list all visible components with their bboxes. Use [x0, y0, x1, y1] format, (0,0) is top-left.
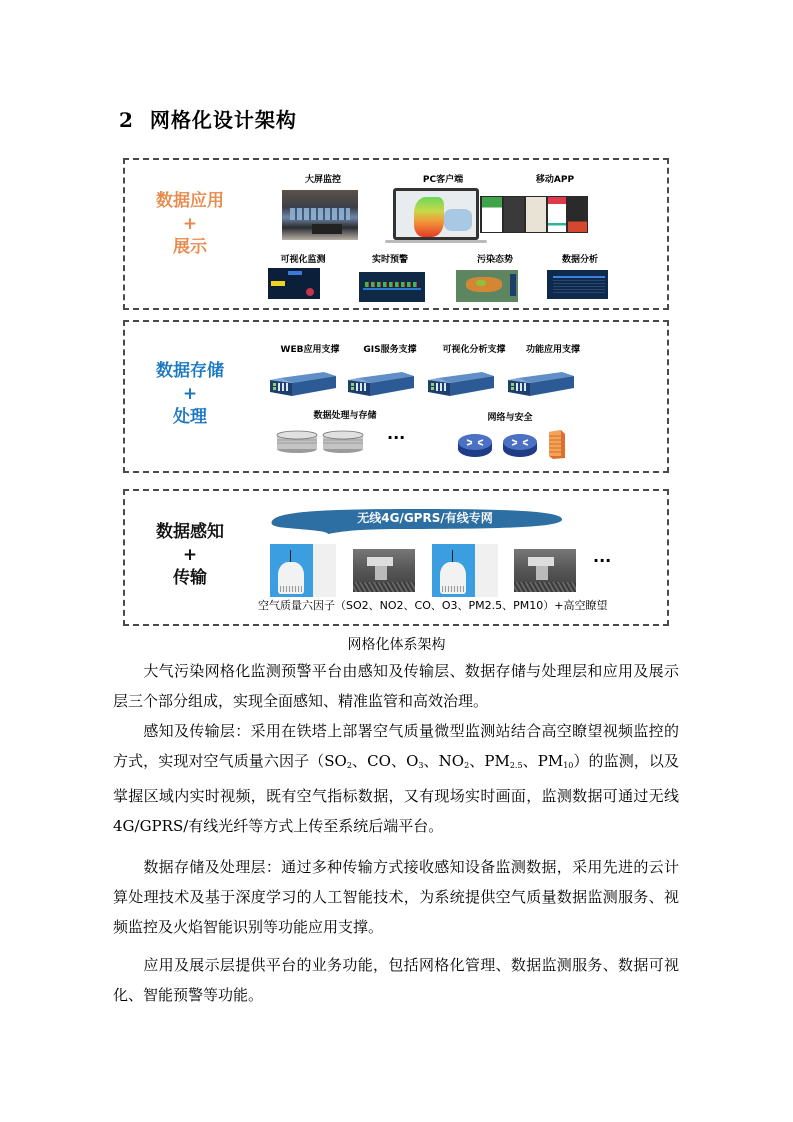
- alert-chart-image: [359, 272, 425, 302]
- subscript: 10: [563, 761, 574, 770]
- server-label: 功能应用支撑: [525, 345, 580, 355]
- high-altitude-camera-image: [514, 549, 576, 592]
- paragraph-application-layer: [113, 950, 679, 1010]
- laptop-base: [385, 240, 487, 243]
- section-heading: [119, 104, 297, 133]
- disk-storage-icon: [275, 430, 319, 454]
- paragraph-storage-layer: [113, 852, 679, 942]
- paragraph-text: 、PM: [469, 752, 510, 770]
- layer-label-line: 数据感知: [156, 522, 224, 542]
- item-label: 可视化监测: [280, 255, 326, 265]
- subscript: 2: [346, 761, 352, 770]
- server-icon: [508, 370, 576, 396]
- item-label: 污染态势: [476, 255, 513, 265]
- layer-label-plus: +: [182, 384, 198, 404]
- paragraph-overview: [113, 656, 679, 716]
- network-label: 网络与安全: [487, 413, 533, 423]
- layer-label: [125, 521, 255, 590]
- layer-label-line: 传输: [173, 568, 207, 588]
- router-icon: [502, 432, 538, 458]
- paragraph-text: 感知及传输层：采用在铁塔上部署空气质量微型监测站结合高空瞭望视频监控的方式，实现对空气质量六因子（SO: [113, 722, 679, 770]
- layer-storage-processing: [123, 320, 669, 473]
- mobile-app-image: [480, 196, 588, 233]
- paragraph-text: 、NO: [423, 752, 465, 770]
- layer-label: [125, 190, 255, 259]
- paragraph-text: 大气污染网格化监测预警平台由感知及传输层、数据存储与处理层和应用及展示层三个部分组成，实现全面感知、精准监管和高效治理。: [113, 662, 679, 710]
- firewall-icon: [547, 428, 567, 460]
- device-caption: 空气质量六因子（SO2、NO2、CO、O3、PM2.5、PM10）+高空瞭望: [258, 599, 608, 612]
- paragraph-text: 、CO、O: [351, 752, 419, 770]
- server-label: 可视化分析支撑: [442, 345, 506, 355]
- layer-label-line: 处理: [173, 407, 207, 427]
- laptop-heatmap-image: [393, 188, 479, 240]
- layer-label-line: 数据存储: [156, 361, 224, 381]
- control-room-image: [282, 190, 358, 240]
- layer-label: [125, 360, 255, 429]
- air-monitor-station-image: [270, 544, 336, 597]
- layer-label-line: 展示: [173, 237, 207, 257]
- air-monitor-station-image: [432, 544, 498, 597]
- subscript: 2.5: [509, 761, 523, 770]
- layer-perception-transmission: [123, 489, 669, 626]
- high-altitude-camera-image: [353, 549, 415, 592]
- more-ellipsis: ···: [387, 428, 406, 447]
- layer-label-plus: +: [182, 214, 198, 234]
- server-icon: [428, 370, 496, 396]
- server-label: WEB应用支撑: [280, 345, 340, 355]
- item-label: 实时预警: [371, 255, 408, 265]
- figure-caption: 网格化体系架构: [347, 637, 446, 653]
- server-icon: [348, 370, 416, 396]
- pollution-map-image: [456, 270, 518, 302]
- paragraph-text: ）的监测，以及掌握区域内实时视频，既有空气指标数据，又有现场实时画面，监测数据可通过无线 4G/GPRS/有线光纤等方式上传至系统后端平台。: [113, 752, 680, 835]
- dashboard-image: [268, 268, 320, 299]
- server-label: GIS服务支撑: [363, 345, 417, 355]
- network-banner-label: 无线4G/GPRS/有线专网: [357, 511, 493, 525]
- item-label: 移动APP: [535, 175, 575, 185]
- server-icon: [270, 370, 338, 396]
- router-icon: [457, 432, 493, 458]
- layer-application-display: [123, 158, 669, 310]
- paragraph-text: 应用及展示层提供平台的业务功能，包括网格化管理、数据监测服务、数据可视化、智能预警等功能。: [113, 956, 679, 1004]
- storage-label: 数据处理与存储: [313, 411, 377, 421]
- more-ellipsis: ···: [593, 551, 612, 570]
- paragraph-text: 、PM: [522, 752, 564, 770]
- paragraph-perception-layer: [113, 716, 679, 841]
- layer-label-line: 数据应用: [156, 191, 224, 211]
- subscript: 2: [464, 761, 470, 770]
- subscript: 3: [418, 761, 424, 770]
- item-label: PC客户端: [422, 175, 464, 185]
- layer-label-plus: +: [182, 545, 198, 565]
- item-label: 数据分析: [561, 255, 598, 265]
- disk-storage-icon: [321, 430, 365, 454]
- section-title: 网格化设计架构: [149, 108, 297, 132]
- paragraph-text: 数据存储及处理层：通过多种传输方式接收感知设备监测数据，采用先进的云计算处理技术及基于深度学习的人工智能技术，为系统提供空气质量数据监测服务、视频监控及火焰智能识别等功能应用支撑。: [113, 858, 679, 936]
- section-number: 2: [119, 108, 134, 132]
- data-table-image: [547, 270, 608, 299]
- item-label: 大屏监控: [304, 175, 341, 185]
